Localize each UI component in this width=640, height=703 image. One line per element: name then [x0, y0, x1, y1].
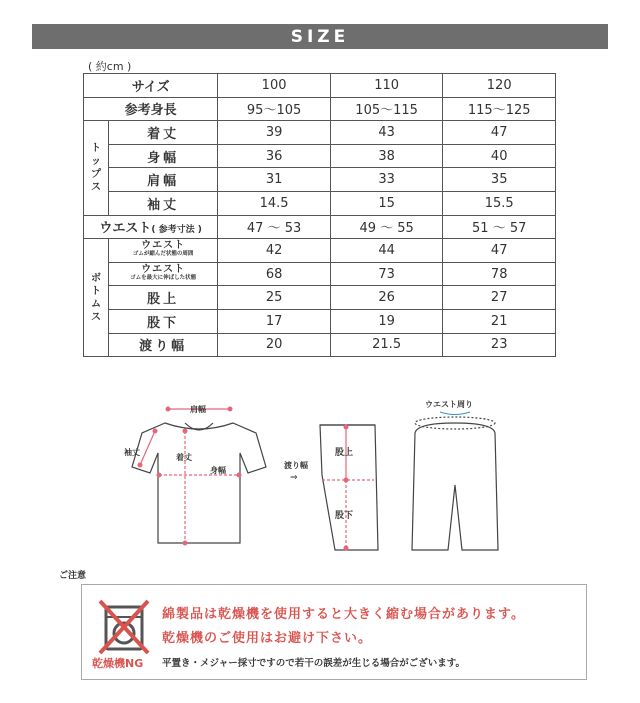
waist-arrow	[440, 412, 470, 415]
cell: 15	[330, 191, 443, 215]
cell: 26	[330, 286, 443, 310]
row-label	[108, 239, 217, 263]
table-row	[84, 191, 556, 215]
cell: 115〜125	[443, 97, 556, 121]
table-row	[84, 97, 556, 121]
dryer-ng-label: 乾燥機NG	[92, 657, 144, 670]
table-row	[84, 309, 556, 333]
inseam-label: 股下	[335, 511, 354, 521]
bottoms-group-label	[84, 239, 109, 357]
waist-ref-main: ウエスト	[99, 221, 152, 237]
thigh-label: 渡り幅	[284, 461, 308, 470]
pants-markers	[322, 427, 374, 548]
cell: 39	[218, 121, 331, 145]
cell: 33	[330, 168, 443, 192]
waist-ref-suffix: ( 参考寸法 )	[151, 225, 202, 236]
tops-group-label	[84, 121, 109, 215]
unit-note: ( 約cm )	[88, 60, 132, 73]
size-header-label: サイズ	[84, 74, 218, 98]
row-label: 股下	[108, 309, 217, 333]
table-row	[84, 74, 556, 98]
row-label-sub: ゴムを最大に伸ばした状態	[130, 275, 197, 282]
cell: 21	[443, 309, 556, 333]
cell: 73	[330, 262, 443, 286]
row-label: 袖丈	[108, 191, 217, 215]
cell: 31	[218, 168, 331, 192]
shoulder-label: 肩幅	[190, 405, 206, 414]
cell: 35	[443, 168, 556, 192]
row-label: 渡り幅	[108, 333, 217, 357]
table-row	[84, 121, 556, 145]
cell: 15.5	[443, 191, 556, 215]
measurement-note: 平置き・メジャー採寸ですので若干の誤差が生じる場合がございます。	[162, 658, 466, 669]
arrow-right-icon: ⇒	[290, 473, 298, 483]
size-banner: SIZE	[32, 24, 608, 49]
cell: 95〜105	[218, 97, 331, 121]
cell: 36	[218, 144, 331, 168]
table-row	[84, 144, 556, 168]
table-row	[84, 168, 556, 192]
cell: 47 〜 53	[218, 215, 331, 239]
cell: 27	[443, 286, 556, 310]
cell: 68	[218, 262, 331, 286]
cell: 20	[218, 333, 331, 357]
ref-height-label: 参考身長	[84, 97, 218, 121]
row-label-sub: ゴムが縮んだ状態の周囲	[132, 251, 194, 258]
cell: 51 〜 57	[443, 215, 556, 239]
table-row	[84, 215, 556, 239]
cell: 14.5	[218, 191, 331, 215]
waist-around-label: ウエスト周り	[425, 400, 473, 409]
cell: 17	[218, 309, 331, 333]
cell: 105〜115	[330, 97, 443, 121]
notes-box	[81, 584, 587, 680]
cell: 23	[443, 333, 556, 357]
row-label-main: ウエスト	[141, 240, 186, 252]
rise-label: 股上	[335, 448, 354, 458]
row-label: 肩幅	[108, 168, 217, 192]
length-label: 着丈	[176, 453, 192, 462]
pants-front-diagram	[412, 417, 498, 550]
notes-title: ご注意	[59, 571, 87, 581]
cell: 43	[330, 121, 443, 145]
dryer-ng-icon	[94, 597, 154, 657]
table-row	[84, 239, 556, 263]
row-label-main: ウエスト	[141, 264, 186, 276]
cell: 47	[443, 239, 556, 263]
table-row	[84, 286, 556, 310]
cell: 49 〜 55	[330, 215, 443, 239]
size-table	[83, 73, 556, 357]
size-header: 100	[218, 74, 331, 98]
bottoms-group-text: ボトムス	[90, 272, 101, 323]
cell: 19	[330, 309, 443, 333]
row-label: 着丈	[108, 121, 217, 145]
table-row	[84, 333, 556, 357]
row-label: 股上	[108, 286, 217, 310]
cell: 40	[443, 144, 556, 168]
warning-line-1: 綿製品は乾燥機を使用すると大きく縮む場合があります。	[162, 607, 525, 622]
cell: 44	[330, 239, 443, 263]
cell: 78	[443, 262, 556, 286]
row-label	[108, 262, 217, 286]
sleeve-label: 袖丈	[124, 448, 140, 457]
cell: 25	[218, 286, 331, 310]
cell: 38	[330, 144, 443, 168]
cell: 21.5	[330, 333, 443, 357]
pants-side-diagram	[320, 425, 378, 550]
tshirt-diagram	[132, 423, 266, 543]
tops-group-text: トップス	[90, 142, 101, 193]
waist-ref-label	[84, 215, 218, 239]
cell: 42	[218, 239, 331, 263]
measurement-diagrams	[110, 395, 520, 565]
size-header: 110	[330, 74, 443, 98]
table-row	[84, 262, 556, 286]
body-width-label: 身幅	[210, 466, 226, 475]
size-header: 120	[443, 74, 556, 98]
row-label: 身幅	[108, 144, 217, 168]
warning-line-2: 乾燥機のご使用はお避け下さい。	[162, 631, 373, 646]
cell: 47	[443, 121, 556, 145]
